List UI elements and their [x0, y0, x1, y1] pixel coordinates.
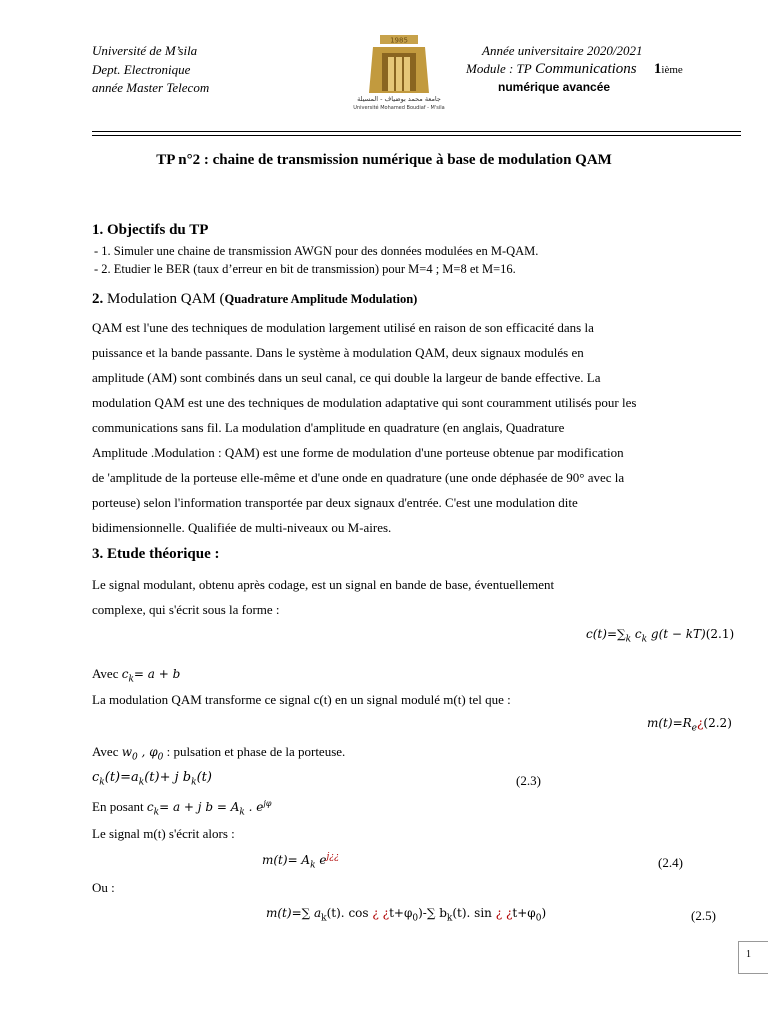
paragraph-line: communications sans fil. La modulation d'amplitude en quadrature (en anglais, Quadrature [92, 420, 565, 435]
page-number: 1 [746, 949, 751, 960]
logo-caption-ar: جامعة محمد بوضياف - المسيلة [357, 95, 441, 103]
equation-2-5-number: (2.5) [691, 908, 716, 923]
logo-year: 1985 [390, 36, 408, 45]
qam-transform-line: La modulation QAM transforme ce signal c(t) en un signal modulé m(t) tel que : [92, 692, 511, 707]
paragraph-line: modulation QAM est une des techniques de modulation adaptative qui sont couramment utilisés pour les [92, 395, 637, 410]
paragraph-line: de 'amplitude de la porteuse elle-même et d'une onde en quadrature (une onde déphasée de 90° avec la [92, 470, 625, 485]
section2-paragraph [92, 315, 741, 540]
header-module: Module : TP Communications 1ième [466, 61, 683, 77]
header-rule-bottom [92, 135, 741, 136]
university-logo-icon [340, 33, 458, 111]
paragraph-line: Amplitude .Modulation : QAM) est une forme de modulation d'une porteuse obtenue par modification [92, 445, 624, 460]
university-logo [340, 33, 458, 111]
equation-2-3: $c_k(t)=a_k(t)+ j$ $b_k(t)$ [92, 770, 212, 788]
header-module-subtitle: numérique avancée [498, 80, 611, 94]
equation-2-5: m(t)=∑ $a_k(t)$. cos ¿ ¿$t+\varphi_0)-\sum$ $b_k(t)$. sin ¿ ¿$t+\varphi_0$) [266, 906, 547, 924]
paragraph-line: bidimensionnelle. Qualifiée de multi-niveaux ou M-aires. [92, 520, 392, 535]
section2-heading: 2. Modulation QAM (Quadrature Amplitude Modulation) [92, 291, 418, 307]
header-level: année Master Telecom [92, 80, 210, 95]
page-title: TP n°2 : chaine de transmission numérique à base de modulation QAM [156, 152, 612, 168]
equation-2-3-number: (2.3) [516, 773, 541, 788]
signal-written-line: Le signal m(t) s'écrit alors : [92, 826, 235, 841]
objective-item-1: - 1. Simuler une chaine de transmission AWGN pour des données modulées en M-QAM. [94, 244, 539, 258]
equation-2-2: $m(t)=R_e¿(2.2)$ [647, 716, 732, 734]
equation-2-4: $m(t)= A_k$ $e^{j¿¿}$ [262, 852, 339, 871]
header-academic-year: Année universitaire 2020/2021 [482, 43, 643, 58]
section3-intro [92, 572, 741, 622]
logo-caption-fr: Université Mohamed Boudiaf - M'sila [353, 105, 445, 111]
posant-line: En posant $c_k= a + j$ $b = A_k$ . $e^{j\varphi}$ [92, 799, 272, 818]
intro-line-2: complexe, qui s'écrit sous la forme : [92, 602, 280, 617]
objective-item-2: - 2. Etudier le BER (taux d’erreur en bit de transmission) pour M=4 ; M=8 et M=16. [94, 262, 516, 276]
header-rule-top [92, 131, 741, 132]
header-university: Université de M’sila [92, 43, 198, 58]
paragraph-line: QAM est l'une des techniques de modulation largement utilisé en raison de son efficacité dans la [92, 320, 594, 335]
avec-line-2: Avec $w_0$ , $\varphi_0$ : pulsation et phase de la porteuse. [92, 744, 346, 763]
paragraph-line: amplitude (AM) sont combinés dans un seul canal, ce qui double la largeur de bande effective. La [92, 370, 601, 385]
section3-heading: 3. Etude théorique : [92, 546, 220, 562]
avec-line-1: Avec $c_k= a + b$ [92, 666, 181, 685]
intro-line-1: Le signal modulant, obtenu après codage, est un signal en bande de base, éventuellement [92, 577, 555, 592]
ou-label: Ou : [92, 880, 115, 895]
header-department: Dept. Electronique [92, 62, 191, 77]
equation-2-1: $c(t)=\sum_k$ $c_k$ g(t − kT)(2.1) [586, 627, 735, 645]
page-number-box [738, 941, 768, 974]
paragraph-line: puissance et la bande passante. Dans le système à modulation QAM, deux signaux modulés en [92, 345, 584, 360]
section1-heading: 1. Objectifs du TP [92, 222, 209, 238]
paragraph-line: porteuse) selon l'information transportée par deux signaux d'entrée. C'est une modulation dite [92, 495, 578, 510]
equation-2-4-number: (2.4) [658, 855, 683, 870]
